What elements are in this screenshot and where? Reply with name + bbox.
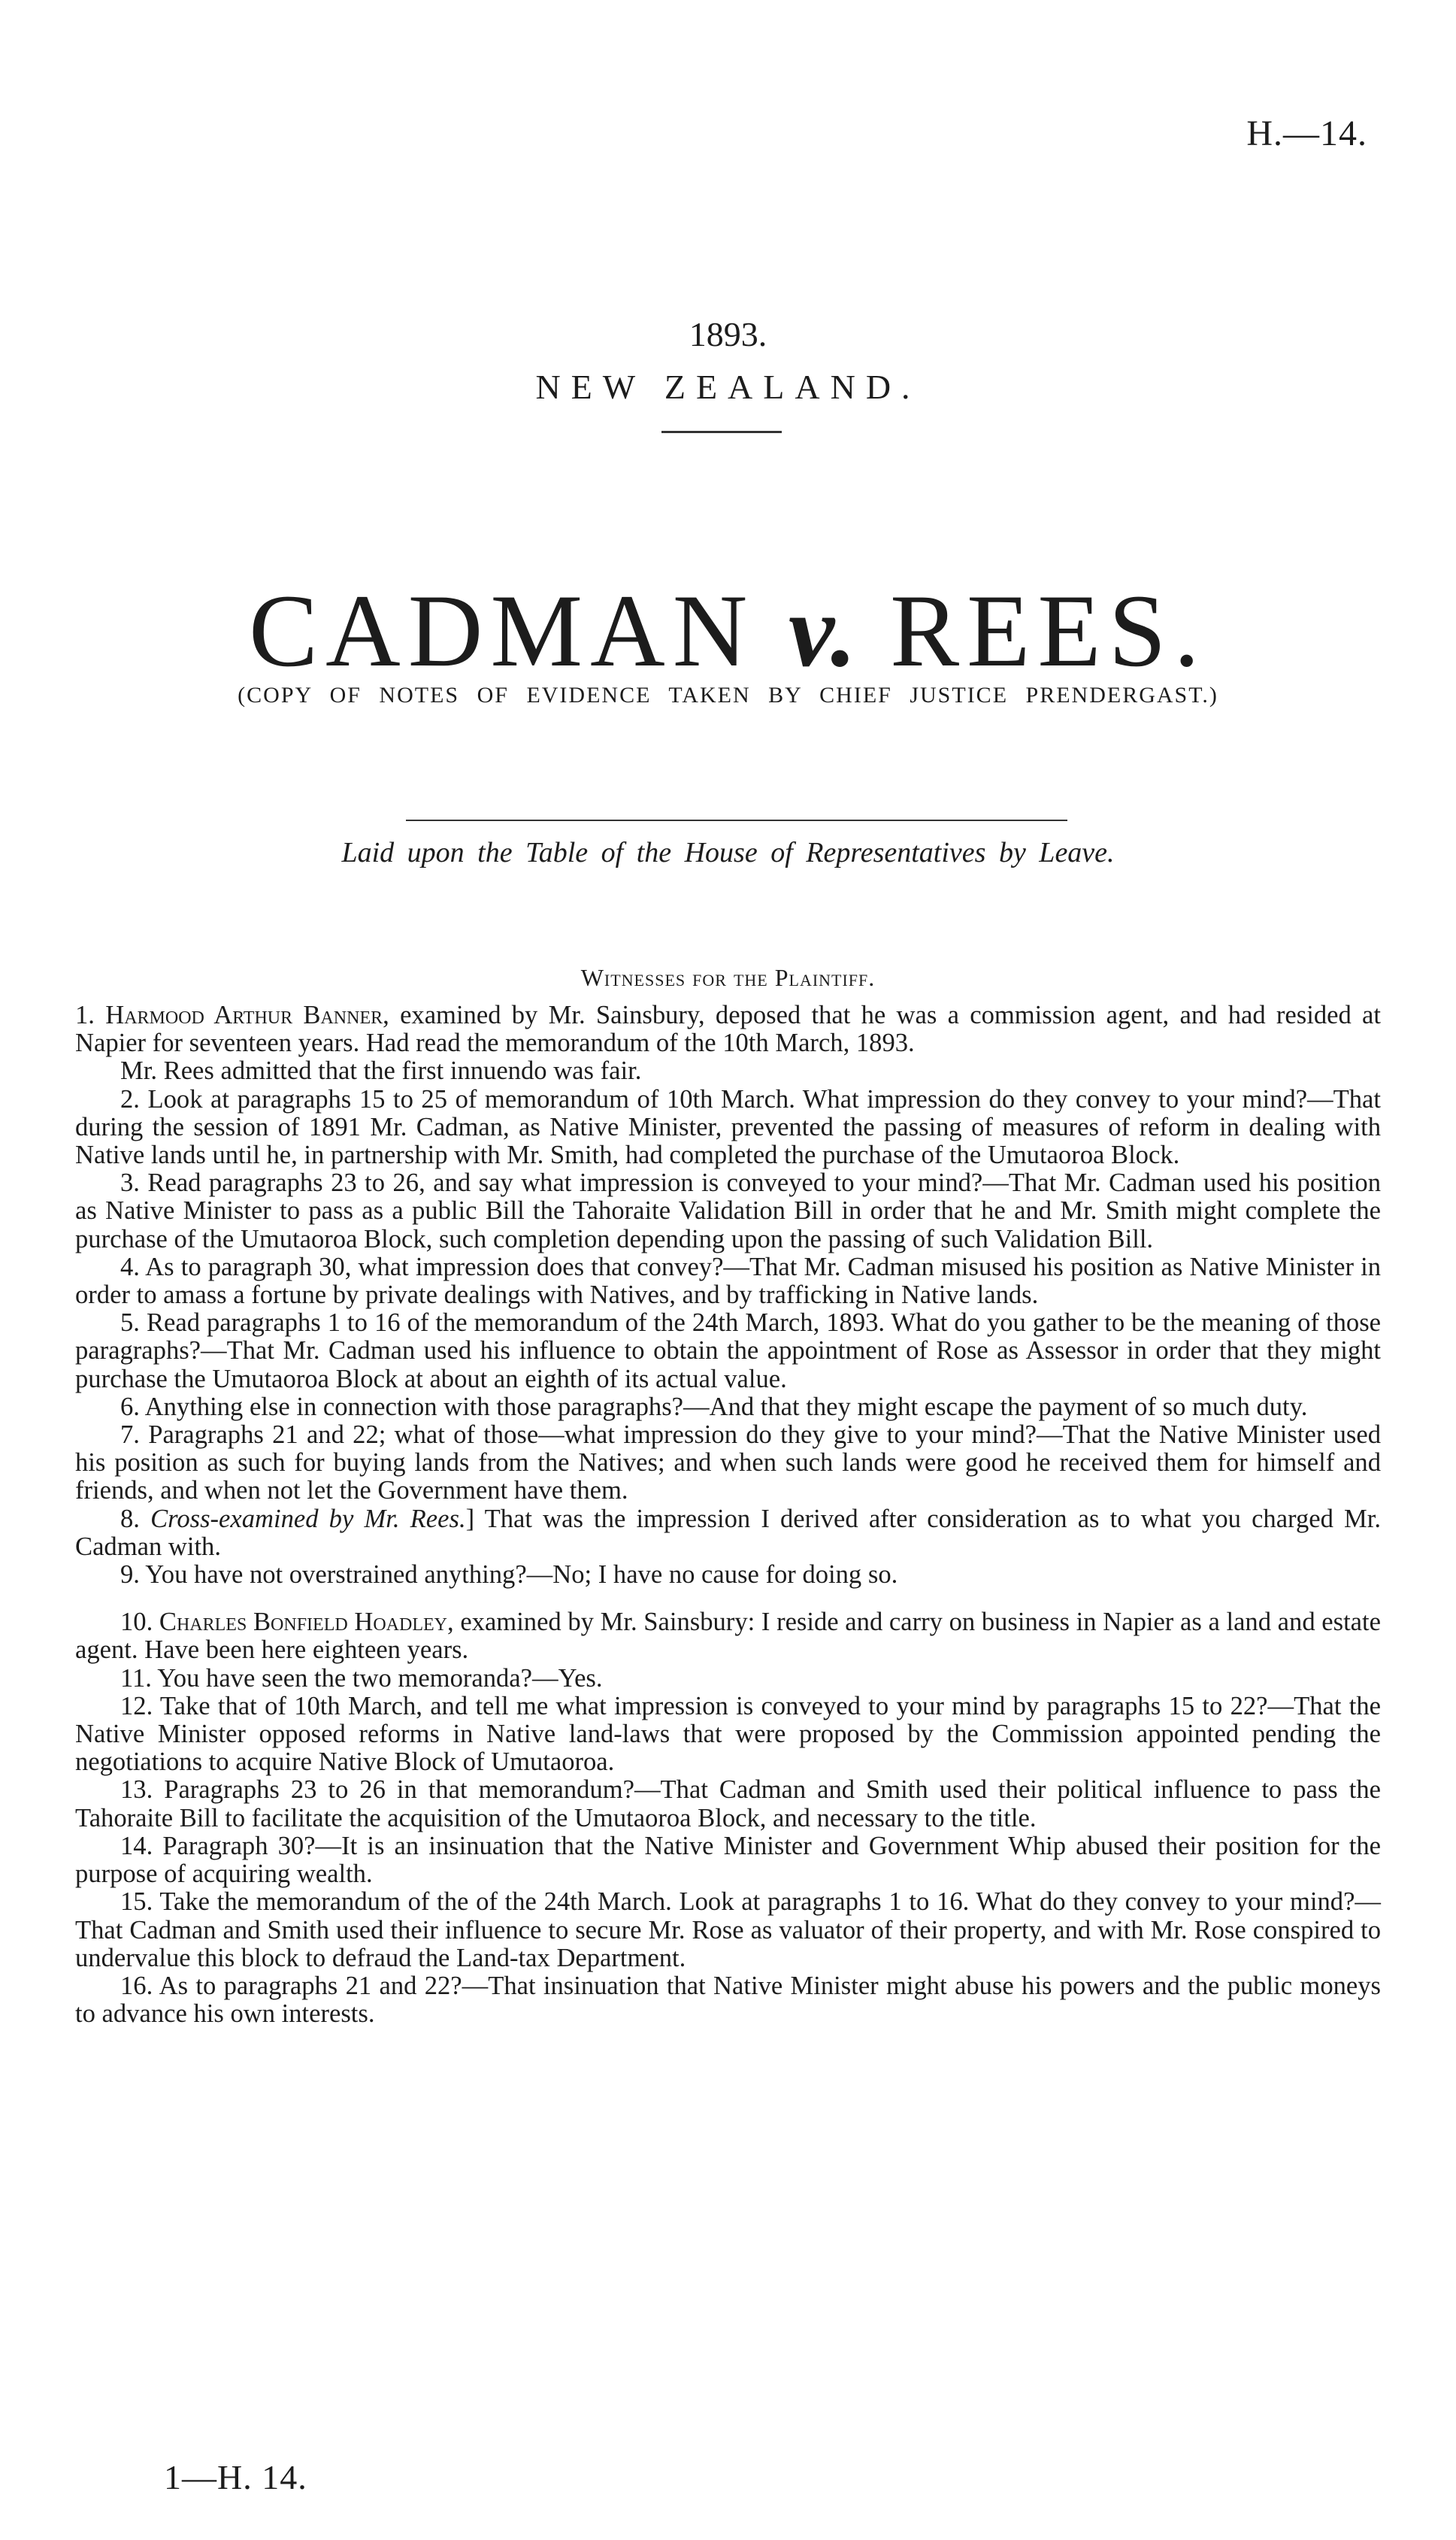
evidence-paragraph: 1. Harmood Arthur Banner, examined by Mr. Sainsbury, deposed that he was a commission agent, and had resided at Napier for seventeen years. Had read the memorandum of the 10th March, 1893. [75, 1001, 1381, 1058]
title-plaintiff: CADMAN [249, 573, 755, 688]
laid-on-table-note: Laid upon the Table of the House of Representatives by Leave. [341, 837, 1115, 868]
evidence-paragraph: 12. Take that of 10th March, and tell me what impression is conveyed to your mind by paragraphs 15 to 22?—That the Native Minister opposed reforms in Native land-laws that were proposed by the Commission appointed pending the negotiations to acquire Native Block of Umutaoroa. [75, 1691, 1381, 1777]
evidence-body [75, 1002, 1381, 2028]
evidence-paragraph: 6. Anything else in connection with those paragraphs?—And that they might escape the payment of so much duty. [120, 1392, 1308, 1421]
evidence-paragraph: 15. Take the memorandum of the of the 24th March. Look at paragraphs 1 to 16. What do they convey to your mind?—That Cadman and Smith used their influence to secure Mr. Rose as valuator of their property, and with Mr. Rose conspired to undervalue this block to defraud the Land-tax Department. [75, 1887, 1381, 1972]
witness-name: Harmood Arthur Banner [105, 1001, 383, 1029]
witness-name: Charles Bonfield Hoadley [159, 1608, 447, 1637]
evidence-paragraph: 2. Look at paragraphs 15 to 25 of memorandum of 10th March. What impression do they convey to your mind?—That during the session of 1891 Mr. Cadman, as Native Minister, prevented the passing of measures of reform in dealing with Native lands until he, in partnership with Mr. Smith, had completed the purchase of the Umutaoroa Block. [75, 1084, 1381, 1170]
paper-reference: H.—14. [1246, 114, 1367, 153]
evidence-paragraph: 11. You have seen the two memoranda?—Yes. [120, 1663, 603, 1693]
evidence-paragraph: 10. Charles Bonfield Hoadley, examined by Mr. Sainsbury: I reside and carry on business in Napier as a land and estate agent. Have been here eighteen years. [75, 1608, 1381, 1665]
evidence-paragraph: 13. Paragraphs 23 to 26 in that memorandum?—That Cadman and Smith used their political influence to pass the Tahoraite Bill to facilitate the acquisition of the Umutaoroa Block, and necessary to the title. [75, 1775, 1381, 1832]
evidence-paragraph: 16. As to paragraphs 21 and 22?—That insinuation that Native Minister might abuse his powers and the public moneys to advance his own interests. [75, 1971, 1381, 2029]
country-heading: NEW ZEALAND. [535, 368, 921, 406]
document-title [0, 573, 1456, 688]
evidence-paragraph: 8. Cross-examined by Mr. Rees.] That was the impression I derived after consideration as to what you charged Mr. Cadman with. [75, 1504, 1382, 1561]
title-versus: v. [788, 573, 857, 688]
evidence-paragraph: Mr. Rees admitted that the first innuendo was fair. [120, 1056, 642, 1086]
evidence-paragraph: 9. You have not overstrained anything?—No; I have no cause for doing so. [120, 1560, 898, 1590]
evidence-paragraph: 7. Paragraphs 21 and 22; what of those—what impression do they give to your mind?—That the Native Minister used his position as such for buying lands from the Natives; and when such lands were good he received them for himself and friends, and when not let the Government have them. [75, 1420, 1381, 1505]
evidence-paragraph: 5. Read paragraphs 1 to 16 of the memorandum of the 24th March, 1893. What do you gather to be the meaning of those paragraphs?—That Mr. Cadman used his influence to obtain the appointment of Rose as Assessor in order that they might purchase the Umutaoroa Block at about an eighth of its actual value. [75, 1308, 1381, 1393]
year: 1893. [689, 315, 767, 353]
short-divider [661, 431, 782, 433]
document-subtitle: (COPY OF NOTES OF EVIDENCE TAKEN BY CHIEF JUSTICE PRENDERGAST.) [238, 683, 1218, 708]
evidence-paragraph: 4. As to paragraph 30, what impression does that convey?—That Mr. Cadman misused his position as Native Minister in order to amass a fortune by private dealings with Natives, and by trafficking in Native lands. [75, 1252, 1381, 1310]
evidence-paragraph: 14. Paragraph 30?—It is an insinuation that the Native Minister and Government Whip abused their position for the purpose of acquiring wealth. [75, 1831, 1381, 1889]
page-footer: 1—H. 14. [164, 2458, 307, 2496]
section-heading: Witnesses for the Plaintiff. [580, 964, 876, 991]
title-defendant: REES. [890, 573, 1207, 688]
evidence-paragraph: 3. Read paragraphs 23 to 26, and say what impression is conveyed to your mind?—That Mr. Cadman used his position as Native Minister to pass as a public Bill the Tahoraite Validation Bill in order that he and Mr. Smith might complete the purchase of the Umutaoroa Block, such completion depending upon the passing of such Validation Bill. [75, 1168, 1381, 1253]
long-divider [406, 820, 1067, 821]
